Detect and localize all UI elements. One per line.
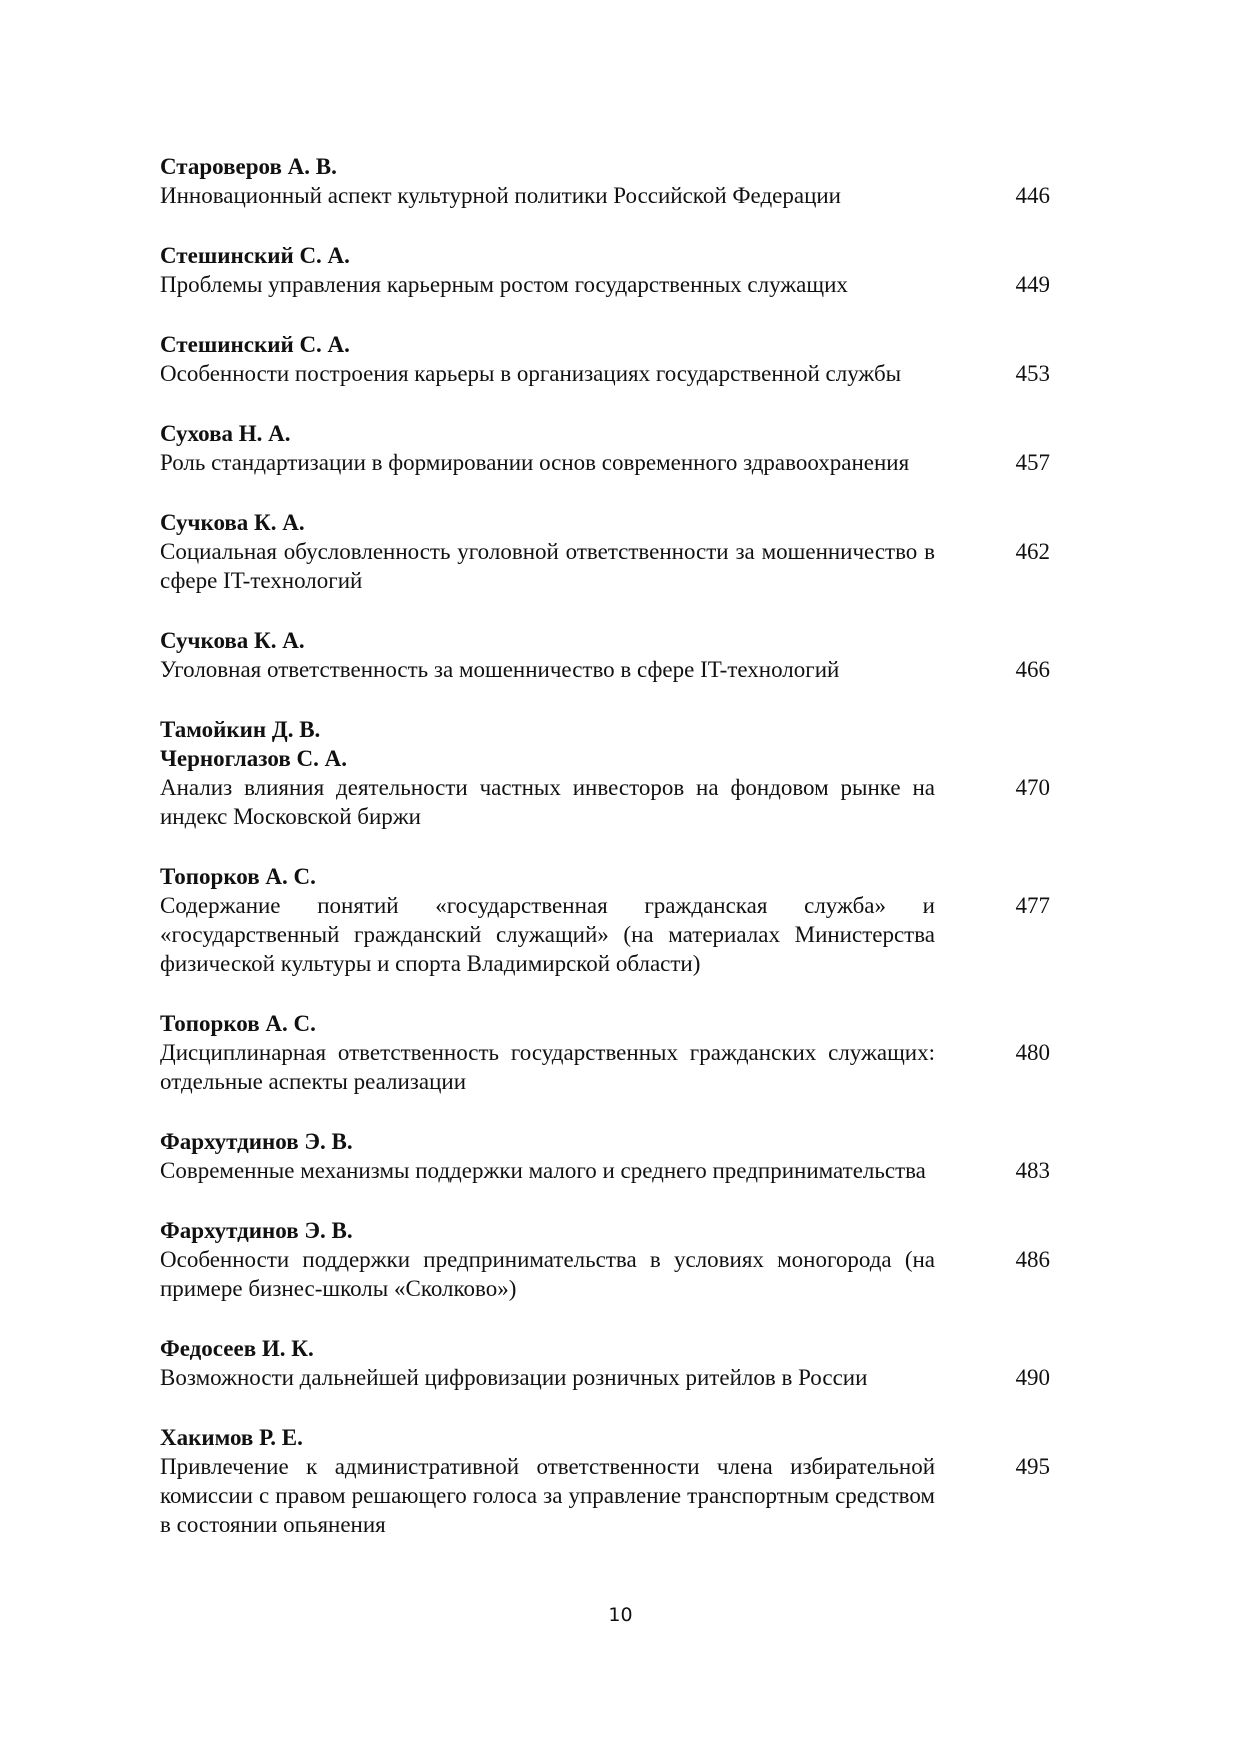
entry-author: Хакимов Р. Е. (160, 1425, 303, 1450)
entry-title: Роль стандартизации в формировании основ современного здравоохранения (160, 450, 910, 475)
entry-author: Сучкова К. А. (160, 510, 305, 535)
entry-page: 466 (1015, 657, 1050, 682)
entry-page: 486 (1015, 1247, 1050, 1272)
toc-entry (160, 715, 1050, 831)
entry-author: Черноглазов С. А. (160, 746, 347, 771)
entry-title: Дисциплинарная ответственность государственных гражданских служащих: отдельные аспекты реализации (160, 1040, 935, 1094)
entry-author: Сучкова К. А. (160, 628, 305, 653)
toc-entry (160, 330, 1050, 388)
toc-entry (160, 508, 1050, 595)
entry-row (160, 1452, 1050, 1539)
entry-page: 453 (1015, 361, 1050, 386)
entry-page: 446 (1015, 183, 1050, 208)
entry-author: Федосеев И. К. (160, 1336, 314, 1361)
entry-author: Фархутдинов Э. В. (160, 1129, 353, 1154)
entry-row (160, 1156, 1050, 1185)
entry-page: 457 (1015, 450, 1050, 475)
entry-row (160, 448, 1050, 477)
entry-author: Староверов А. В. (160, 154, 337, 179)
toc-entry (160, 862, 1050, 978)
entry-page: 462 (1015, 539, 1050, 564)
entry-page: 480 (1015, 1040, 1050, 1065)
entry-page: 449 (1015, 272, 1050, 297)
toc-entry (160, 1334, 1050, 1392)
entry-author: Стешинский С. А. (160, 243, 350, 268)
entry-title: Привлечение к административной ответственности члена избирательной комиссии с правом решающего голоса за управление транспортным средством в состоянии опьянения (160, 1454, 935, 1537)
entry-row (160, 1038, 1050, 1096)
entry-page: 483 (1015, 1158, 1050, 1183)
entry-row (160, 270, 1050, 299)
toc-entry (160, 1127, 1050, 1185)
entry-row (160, 1363, 1050, 1392)
entry-row (160, 181, 1050, 210)
entry-title: Проблемы управления карьерным ростом государственных служащих (160, 272, 848, 297)
toc-entry (160, 626, 1050, 684)
entry-author: Топорков А. С. (160, 1011, 316, 1036)
entry-page: 490 (1015, 1365, 1050, 1390)
toc-entry (160, 1423, 1050, 1539)
toc-entry (160, 1009, 1050, 1096)
entry-page: 477 (1015, 893, 1050, 918)
table-of-contents (160, 152, 1050, 1570)
entry-page: 495 (1015, 1454, 1050, 1479)
toc-entry (160, 152, 1050, 210)
entry-row (160, 1245, 1050, 1303)
entry-author: Фархутдинов Э. В. (160, 1218, 353, 1243)
entry-title: Уголовная ответственность за мошенничество в сфере IT-технологий (160, 657, 840, 682)
entry-row (160, 773, 1050, 831)
toc-entry (160, 1216, 1050, 1303)
entry-author: Сухова Н. А. (160, 421, 291, 446)
entry-author: Топорков А. С. (160, 864, 316, 889)
toc-entry (160, 241, 1050, 299)
page-number: 10 (608, 1604, 633, 1626)
entry-title: Возможности дальнейшей цифровизации розничных ритейлов в России (160, 1365, 868, 1390)
toc-entry (160, 419, 1050, 477)
entry-title: Особенности поддержки предпринимательства в условиях моногорода (на примере бизнес-школы «Сколково») (160, 1247, 935, 1301)
entry-row (160, 655, 1050, 684)
entry-author: Стешинский С. А. (160, 332, 350, 357)
entry-title: Социальная обусловленность уголовной ответственности за мошенничество в сфере IT-технологий (160, 539, 935, 593)
entry-title: Инновационный аспект культурной политики Российской Федерации (160, 183, 841, 208)
entry-row (160, 359, 1050, 388)
entry-row (160, 537, 1050, 595)
entry-row (160, 891, 1050, 978)
entry-title: Современные механизмы поддержки малого и среднего предпринимательства (160, 1158, 926, 1183)
entry-title: Анализ влияния деятельности частных инвесторов на фондовом рынке на индекс Московской биржи (160, 775, 935, 829)
entry-author: Тамойкин Д. В. (160, 717, 321, 742)
entry-title: Содержание понятий «государственная гражданская служба» и «государственный гражданский служащий» (на материалах Министерства физической культуры и спорта Владимирской области) (160, 893, 935, 976)
entry-page: 470 (1015, 775, 1050, 800)
entry-title: Особенности построения карьеры в организациях государственной службы (160, 361, 902, 386)
